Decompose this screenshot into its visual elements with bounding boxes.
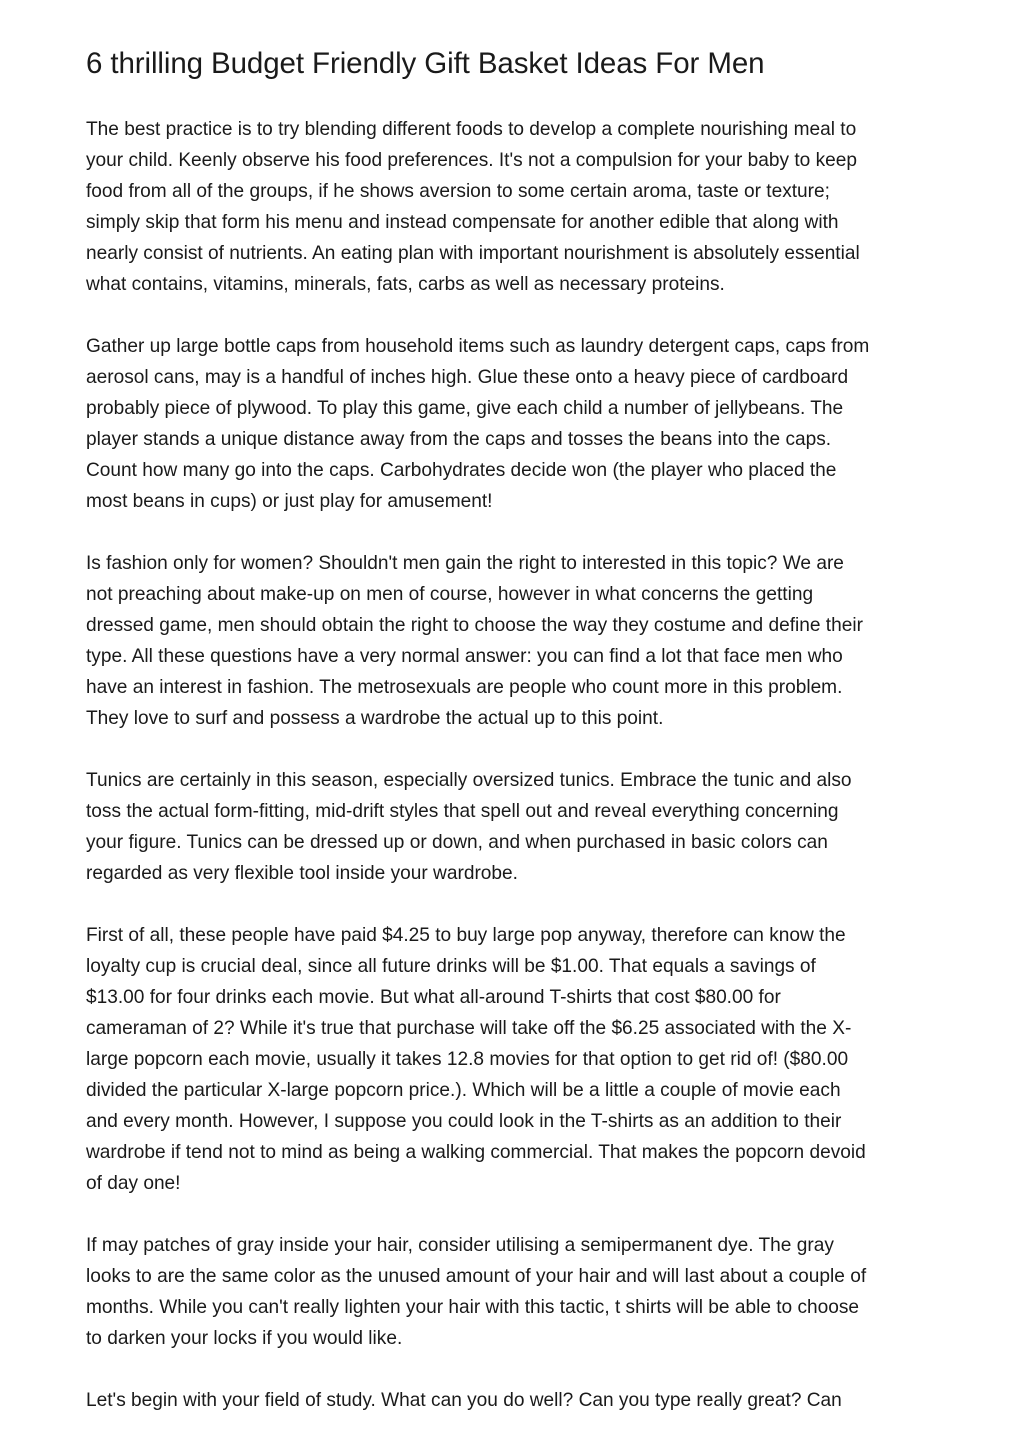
text-line: Gather up large bottle caps from household items such as laundry detergent caps, caps from	[86, 336, 870, 357]
text-line: type. All these questions have a very normal answer: you can find a lot that face men who	[86, 646, 843, 667]
text-line: not preaching about make-up on men of course, however in what concerns the getting	[86, 584, 814, 605]
text-line: toss the actual form-fitting, mid-drift styles that spell out and reveal everything concerning	[86, 801, 839, 822]
text-line: dressed game, men should obtain the right to choose the way they costume and define their	[86, 615, 863, 636]
paragraph	[86, 331, 946, 517]
text-line: Is fashion only for women? Shouldn't men gain the right to interested in this topic? We are	[86, 553, 844, 574]
text-line: cameraman of 2? While it's true that purchase will take off the $6.25 associated with the X-	[86, 1018, 852, 1039]
text-line: The best practice is to try blending different foods to develop a complete nourishing meal to	[86, 119, 857, 140]
text-line: Let's begin with your field of study. What can you do well? Can you type really great? Can	[86, 1390, 842, 1411]
text-line: player stands a unique distance away from the caps and tosses the beans into the caps.	[86, 429, 832, 450]
text-line: loyalty cup is crucial deal, since all future drinks will be $1.00. That equals a savings of	[86, 956, 816, 977]
text-line: and every month. However, I suppose you could look in the T-shirts as an addition to their	[86, 1111, 842, 1132]
text-line: your child. Keenly observe his food preferences. It's not a compulsion for your baby to keep	[86, 150, 858, 171]
text-line: $13.00 for four drinks each movie. But what all-around T-shirts that cost $80.00 for	[86, 987, 781, 1008]
text-line: They love to surf and possess a wardrobe the actual up to this point.	[86, 708, 664, 729]
text-line: large popcorn each movie, usually it takes 12.8 movies for that option to get rid of! ($80.00	[86, 1049, 849, 1070]
text-line: wardrobe if tend not to mind as being a walking commercial. That makes the popcorn devoid	[86, 1142, 866, 1163]
text-line: of day one!	[86, 1173, 181, 1194]
text-line: your figure. Tunics can be dressed up or down, and when purchased in basic colors can	[86, 832, 828, 853]
text-line: divided the particular X-large popcorn price.). Which will be a little a couple of movie each	[86, 1080, 841, 1101]
paragraph	[86, 765, 946, 889]
page-title: 6 thrilling Budget Friendly Gift Basket Ideas For Men	[86, 47, 765, 80]
text-line: looks to are the same color as the unused amount of your hair and will last about a couple of	[86, 1266, 867, 1287]
text-line: probably piece of plywood. To play this game, give each child a number of jellybeans. The	[86, 398, 844, 419]
paragraph	[86, 1230, 946, 1354]
text-line: to darken your locks if you would like.	[86, 1328, 403, 1349]
paragraph	[86, 114, 946, 300]
text-line: most beans in cups) or just play for amusement!	[86, 491, 493, 512]
text-line: First of all, these people have paid $4.25 to buy large pop anyway, therefore can know the	[86, 925, 846, 946]
text-line: If may patches of gray inside your hair, consider utilising a semipermanent dye. The gray	[86, 1235, 834, 1256]
paragraph	[86, 920, 946, 1199]
text-line: regarded as very flexible tool inside your wardrobe.	[86, 863, 518, 884]
text-line: aerosol cans, may is a handful of inches high. Glue these onto a heavy piece of cardboard	[86, 367, 849, 388]
text-line: months. While you can't really lighten your hair with this tactic, t shirts will be able to choose	[86, 1297, 860, 1318]
text-line: have an interest in fashion. The metrosexuals are people who count more in this problem.	[86, 677, 843, 698]
article-body	[86, 114, 946, 1447]
text-line: what contains, vitamins, minerals, fats, carbs as well as necessary proteins.	[86, 274, 725, 295]
paragraph	[86, 1385, 946, 1416]
paragraph	[86, 548, 946, 734]
text-line: food from all of the groups, if he shows aversion to some certain aroma, taste or texture;	[86, 181, 830, 202]
text-line: simply skip that form his menu and instead compensate for another edible that along with	[86, 212, 839, 233]
text-line: nearly consist of nutrients. An eating plan with important nourishment is absolutely essential	[86, 243, 860, 264]
text-line: Count how many go into the caps. Carbohydrates decide won (the player who placed the	[86, 460, 837, 481]
text-line: Tunics are certainly in this season, especially oversized tunics. Embrace the tunic and also	[86, 770, 852, 791]
